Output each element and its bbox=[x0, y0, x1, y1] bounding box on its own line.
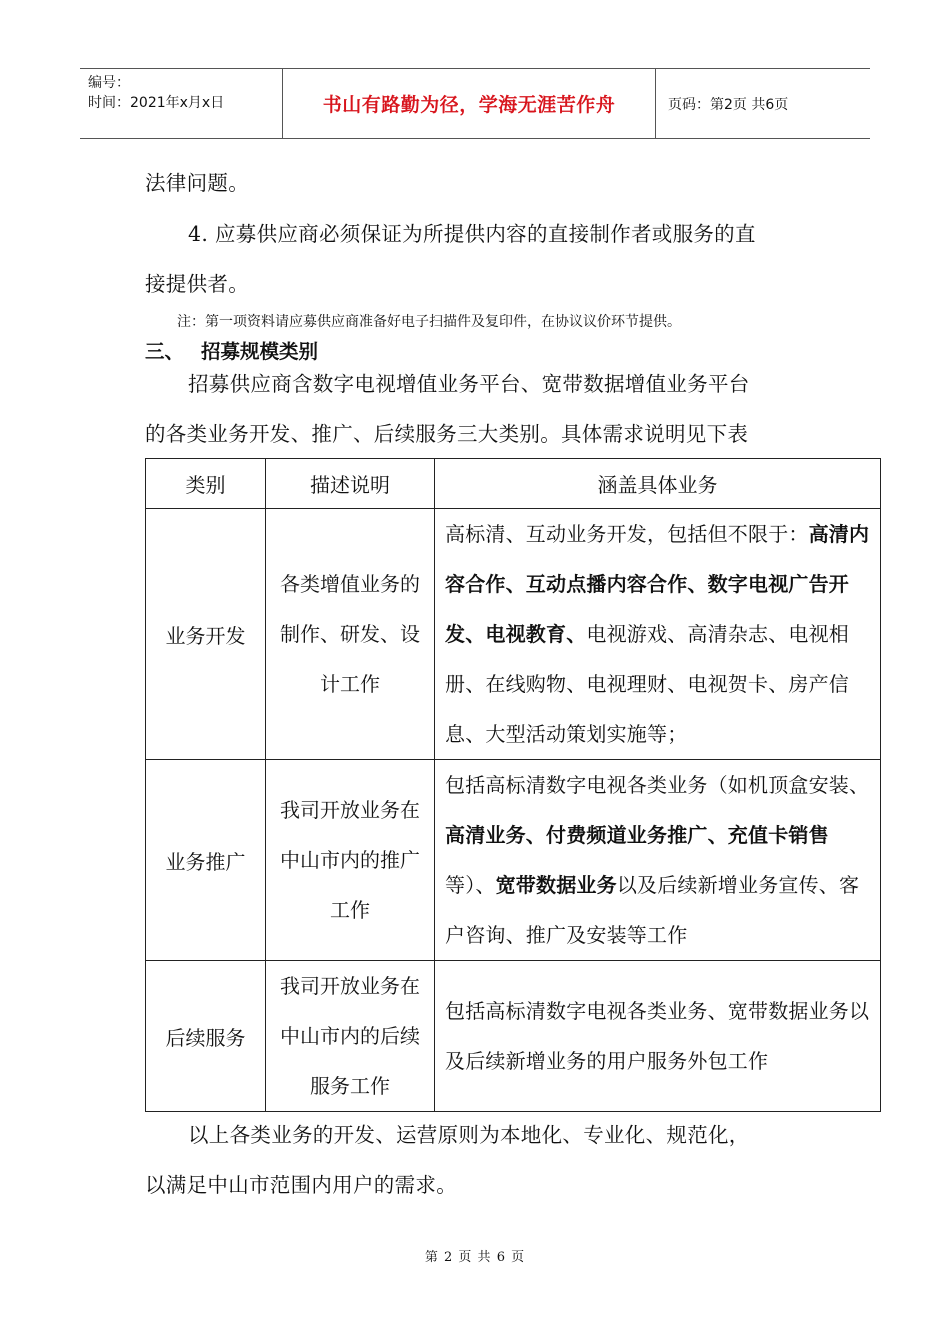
header-description: 描述说明 bbox=[266, 459, 435, 509]
coverage-segment-bold: 高清业务、付费频道业务推广、充值卡销售 bbox=[445, 823, 829, 847]
header-page-info: 页码：第2页 共6页 bbox=[668, 96, 789, 113]
table-row bbox=[146, 760, 881, 961]
coverage-segment: 等）、 bbox=[445, 873, 496, 897]
row-description: 我司开放业务在中山市内的推广工作 bbox=[280, 798, 420, 922]
coverage-segment: 包括高标清数字电视各类业务（如机顶盒安装、 bbox=[445, 773, 870, 797]
number-label: 编号： bbox=[88, 75, 130, 91]
note-text: 注：第一项资料请应募供应商准备好电子扫描件及复印件，在协议议价环节提供。 bbox=[177, 314, 681, 330]
row-coverage bbox=[435, 986, 880, 1086]
row-category: 后续服务 bbox=[146, 961, 266, 1112]
row-category: 业务开发 bbox=[146, 509, 266, 760]
coverage-segment-bold: 高清内容合作、互动点播内容合作、数字电视广告开发、电视教育、 bbox=[445, 522, 870, 646]
table-row bbox=[146, 961, 881, 1112]
table-row bbox=[146, 509, 881, 760]
header-meta bbox=[80, 69, 282, 138]
row-description: 各类增值业务的制作、研发、设计工作 bbox=[280, 572, 420, 696]
closing-line1: 以上各类业务的开发、运营原则为本地化、专业化、规范化， bbox=[188, 1123, 750, 1147]
header-coverage: 涵盖具体业务 bbox=[435, 459, 881, 509]
section-number: 三、 bbox=[145, 340, 185, 363]
table-header-row bbox=[146, 459, 881, 509]
paragraph-line: 法律问题。 bbox=[145, 171, 249, 195]
row-coverage bbox=[435, 509, 880, 759]
page-header bbox=[80, 68, 870, 139]
section-title: 招募规模类别 bbox=[201, 340, 319, 363]
page-footer: 第 2 页 共 6 页 bbox=[424, 1250, 526, 1265]
closing-line2: 以满足中山市范围内用户的需求。 bbox=[145, 1173, 457, 1197]
row-category: 业务推广 bbox=[146, 760, 266, 961]
intro-line1: 招募供应商含数字电视增值业务平台、宽带数据增值业务平台 bbox=[188, 372, 750, 396]
coverage-segment: 包括高标清数字电视各类业务、宽带数据业务以及后续新增业务的用户服务外包工作 bbox=[445, 999, 870, 1073]
header-category: 类别 bbox=[146, 459, 266, 509]
business-category-table bbox=[145, 458, 881, 1112]
time-label: 时间：2021年x月x日 bbox=[88, 95, 225, 111]
item-4-line2: 接提供者。 bbox=[145, 272, 249, 296]
coverage-segment: 电视游戏、高清杂志、电视相册、在线购物、电视理财、电视贺卡、房产信息、大型活动策划实施等； bbox=[445, 622, 850, 746]
coverage-segment: 高标清、互动业务开发，包括但不限于： bbox=[445, 522, 809, 546]
header-motto: 书山有路勤为径，学海无涯苦作舟 bbox=[282, 69, 656, 138]
intro-line2: 的各类业务开发、推广、后续服务三大类别。具体需求说明见下表 bbox=[145, 422, 749, 446]
coverage-segment-bold: 宽带数据业务 bbox=[495, 873, 617, 897]
row-coverage bbox=[435, 760, 880, 960]
row-description: 我司开放业务在中山市内的后续服务工作 bbox=[280, 974, 420, 1098]
coverage-segment: 以及后续新增业务宣传、客户咨询、推广及安装等工作 bbox=[445, 873, 860, 947]
item-4-line1: 4. 应募供应商必须保证为所提供内容的直接制作者或服务的直 bbox=[188, 222, 756, 246]
section-heading bbox=[145, 336, 318, 364]
